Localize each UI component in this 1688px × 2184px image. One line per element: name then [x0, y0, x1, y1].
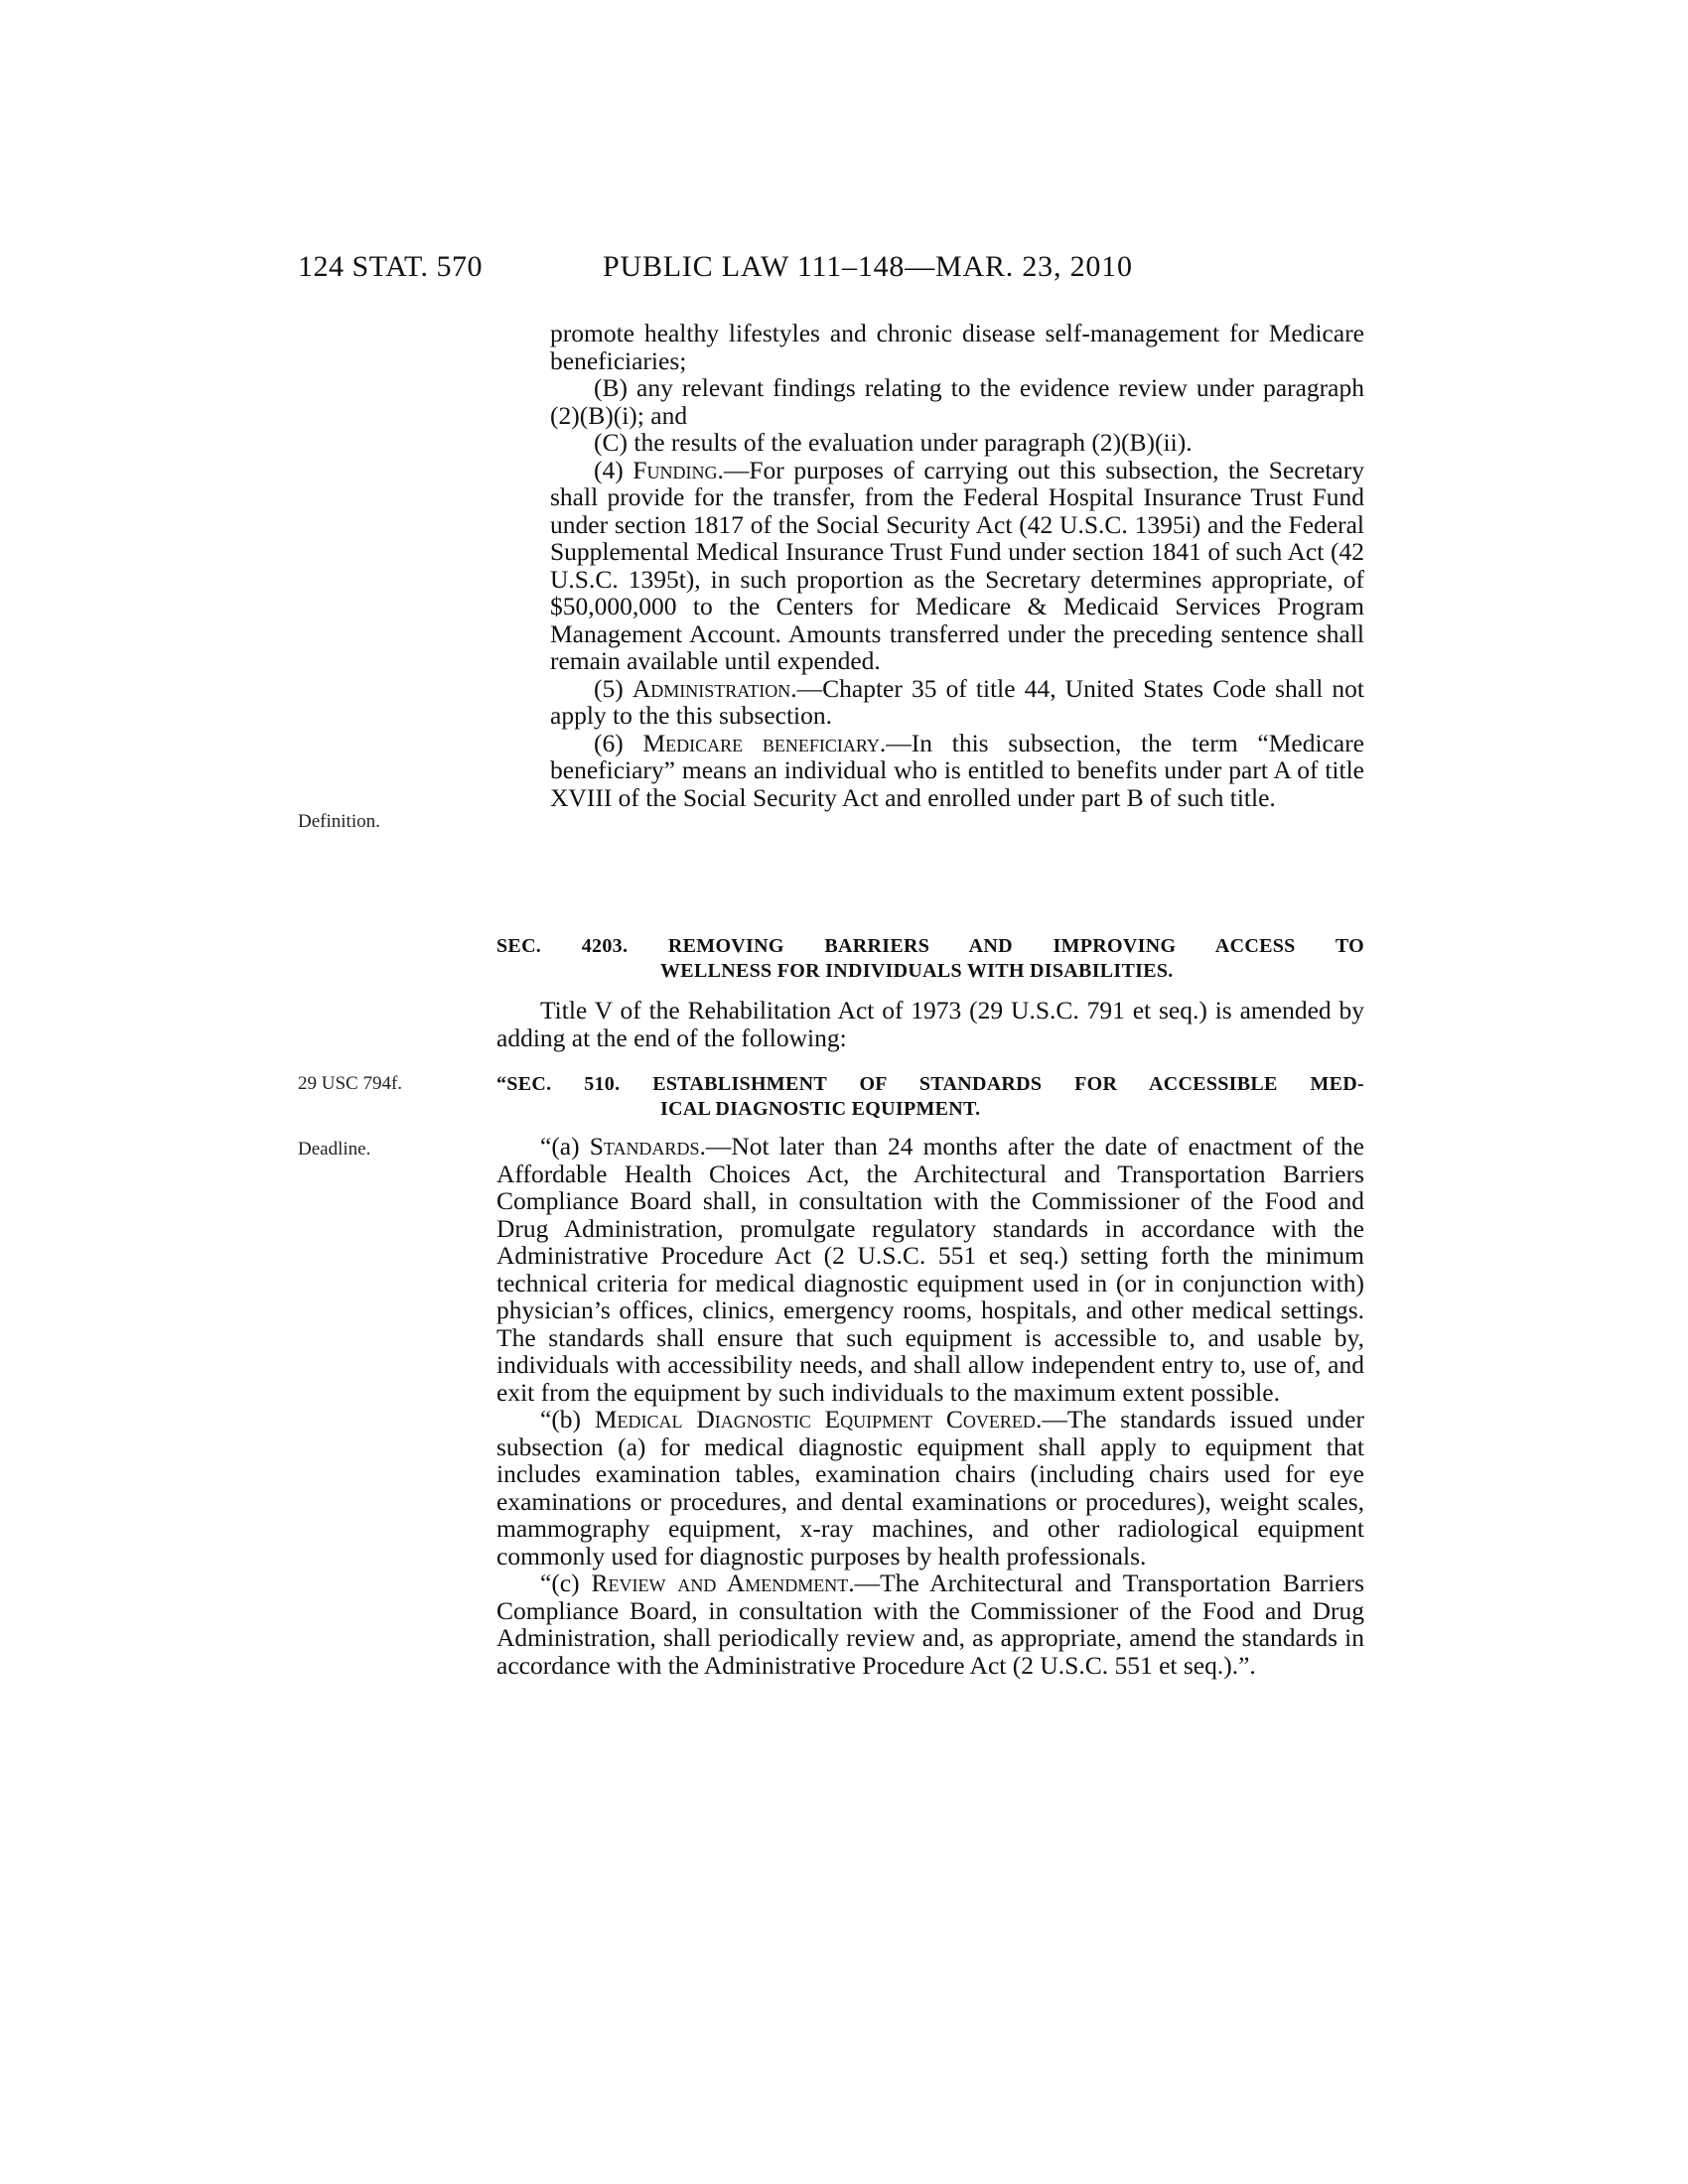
- margin-note-usc: 29 USC 794f.: [298, 1073, 403, 1094]
- paragraph-administration: (5) Administration.—Chapter 35 of title 44, United States Code shall not apply to the this subsection.: [550, 673, 1364, 730]
- paragraph-block-upper: [550, 320, 1364, 811]
- medicare-beneficiary-heading: Medicare beneficiary: [642, 728, 880, 757]
- funding-heading: Funding: [633, 455, 718, 484]
- margin-note-definition: Definition.: [298, 811, 380, 832]
- public-law-title: PUBLIC LAW 111–148—MAR. 23, 2010: [603, 250, 1133, 283]
- subsection-a-standards: “(a) Standards.—Not later than 24 months after the date of enactment of the Affordable Health Choices Act, the Architectural and Transportation Barriers Compliance Board shall, in consultation with the Commissioner of the Food and Drug Administration, promulgate regulatory standards in accordance with the Administrative Procedure Act (2 U.S.C. 551 et seq.) setting forth the minimum technical criteria for medical diagnostic equipment used in (or in conjunction with) physician’s offices, clinics, emergency rooms, hospitals, and other medical settings. The standards shall ensure that such equipment is accessible to, and usable by, individuals with accessibility needs, and shall allow independent entry to, use of, and exit from the equipment by such individuals to the maximum extent possible.: [496, 1132, 1364, 1407]
- subsection-c-review-amendment: “(c) Review and Amendment.—The Architectural and Transportation Barriers Compliance Board, in consultation with the Commissioner of the Food and Drug Administration, shall periodically review and, as appropriate, amend the standards in accordance with the Administrative Procedure Act (2 U.S.C. 551 et seq.).”.: [496, 1569, 1364, 1680]
- equipment-covered-heading: Medical Diagnostic Equipment Covered: [594, 1405, 1036, 1433]
- section-4203-body: Title V of the Rehabilitation Act of 1973 (29 U.S.C. 791 et seq.) is amended by adding at the end of the following:: [496, 996, 1364, 1052]
- paragraph-continuation: promote healthy lifestyles and chronic disease self-management for Medicare beneficiaries;: [550, 319, 1364, 375]
- page-header: [298, 250, 1390, 290]
- statute-page-number: 124 STAT. 570: [298, 250, 484, 283]
- paragraph-c: (C) the results of the evaluation under paragraph (2)(B)(ii).: [594, 428, 1193, 457]
- margin-note-deadline: Deadline.: [298, 1139, 371, 1160]
- paragraph-funding: (4) Funding.—For purposes of carrying out this subsection, the Secretary shall provide for the transfer, from the Federal Hospital Insurance Trust Fund under section 1817 of the Social Security Act (42 U.S.C. 1395i) and the Federal Supplemental Medical Insurance Trust Fund under section 1841 of such Act (42 U.S.C. 1395t), in such proportion as the Secretary determines appropriate, of $50,000,000 to the Centers for Medicare & Medicaid Services Program Management Account. Amounts transferred under the preceding sentence shall remain available until expended.: [550, 455, 1364, 675]
- administration-heading: Administration: [632, 673, 791, 703]
- section-510-heading: “SEC. 510. ESTABLISHMENT OF STANDARDS FOR ACCESSIBLE MED- ICAL DIAGNOSTIC EQUIPMENT.: [496, 1073, 1364, 1120]
- section-510-body: [496, 1133, 1364, 1679]
- section-4203-heading: SEC. 4203. REMOVING BARRIERS AND IMPROVING ACCESS TO WELLNESS FOR INDIVIDUALS WITH DISABILITIES.: [496, 935, 1364, 982]
- paragraph-medicare-beneficiary: (6) Medicare beneficiary.—In this subsection, the term “Medicare beneficiary” means an individual who is entitled to benefits under part A of title XVIII of the Social Security Act and enrolled under part B of such title.: [550, 728, 1365, 812]
- subsection-b-equipment-covered: “(b) Medical Diagnostic Equipment Covered.—The standards issued under subsection (a) for medical diagnostic equipment shall apply to equipment that includes examination tables, examination chairs (including chairs used for eye examinations or procedures, and dental examinations or procedures), weight scales, mammography equipment, x-ray machines, and other radiological equipment commonly used for diagnostic purposes by health professionals.: [496, 1405, 1364, 1570]
- review-amendment-heading: Review and Amendment: [591, 1569, 849, 1597]
- standards-heading: Standards: [589, 1132, 700, 1160]
- paragraph-b: (B) any relevant findings relating to the evidence review under paragraph (2)(B)(i); and: [550, 373, 1364, 430]
